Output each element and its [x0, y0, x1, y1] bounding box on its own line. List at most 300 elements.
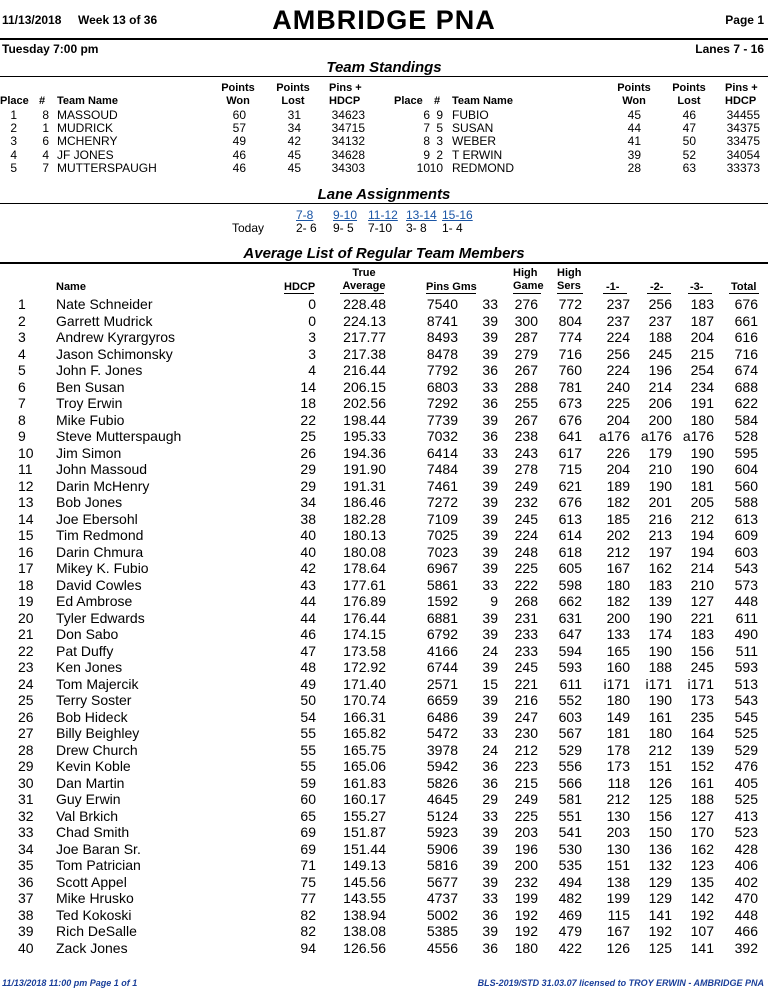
avg-hdcp: 29 — [300, 461, 316, 477]
average-row — [0, 692, 768, 709]
col-pins-right: Pins + HDCP — [725, 82, 758, 107]
avg-total: 392 — [734, 939, 758, 956]
avg-hdcp: 75 — [300, 873, 316, 890]
col-team-right: Team Name — [452, 95, 513, 107]
avg-true-average: 126.56 — [343, 939, 386, 956]
avg-game2: 132 — [648, 857, 672, 873]
average-row — [0, 742, 768, 759]
avg-game3: 188 — [690, 791, 714, 807]
avg-true-average: 145.56 — [343, 873, 386, 890]
avg-true-average: 195.33 — [343, 428, 386, 444]
avg-rank: 21 — [18, 626, 34, 642]
standing-team-number: 9 — [436, 108, 443, 122]
avg-true-average: 177.61 — [343, 576, 386, 593]
average-row — [0, 874, 768, 891]
col-place: Place — [0, 95, 29, 107]
avg-game3: 127 — [690, 593, 714, 609]
avg-high-game: 248 — [514, 543, 538, 560]
standing-place: 1 — [10, 108, 17, 122]
avg-games: 39 — [482, 312, 498, 329]
avg-high-series: 566 — [558, 774, 582, 791]
avg-high-game: 224 — [514, 527, 538, 543]
hdr-game2: -2- — [650, 281, 664, 293]
avg-game1: 189 — [606, 477, 630, 494]
avg-high-series: 469 — [558, 906, 582, 923]
avg-name: Bob Jones — [56, 494, 123, 510]
average-row — [0, 346, 768, 363]
avg-high-series: 715 — [558, 461, 582, 477]
avg-game1: 118 — [607, 774, 630, 791]
average-row — [0, 923, 768, 940]
standing-place: 5 — [10, 160, 17, 175]
standing-points-won: 46 — [232, 160, 246, 175]
standing-points-won: 39 — [627, 147, 641, 162]
avg-high-game: 200 — [514, 857, 538, 873]
avg-total: 604 — [734, 461, 758, 477]
avg-total: 428 — [734, 840, 758, 857]
avg-game2: 150 — [648, 824, 672, 840]
standing-team-number: 3 — [436, 134, 443, 149]
standing-place: 3 — [10, 134, 17, 149]
standing-points-won: 44 — [627, 121, 641, 136]
avg-rank: 15 — [18, 527, 34, 543]
avg-game3: i171 — [687, 675, 714, 692]
avg-high-game: 230 — [514, 725, 538, 741]
avg-rank: 4 — [18, 345, 26, 362]
avg-high-game: 212 — [514, 741, 538, 758]
avg-high-game: 199 — [514, 890, 538, 906]
avg-game1: a176 — [598, 428, 630, 444]
lanes-range: Lanes 7 - 16 — [695, 42, 764, 56]
standing-points-lost: 42 — [287, 134, 301, 149]
avg-game1: 226 — [606, 444, 630, 461]
standing-pins-hdcp: 34054 — [726, 147, 760, 162]
avg-high-game: 233 — [514, 626, 538, 642]
avg-total: 688 — [734, 378, 758, 395]
avg-name: Ken Jones — [56, 659, 123, 675]
avg-game2: 129 — [648, 873, 672, 890]
standing-team-name: JF JONES — [57, 147, 114, 162]
avg-games: 39 — [482, 824, 498, 840]
avg-game2: 190 — [648, 692, 672, 708]
avg-hdcp: 18 — [300, 395, 316, 411]
avg-true-average: 228.48 — [343, 296, 386, 312]
avg-hdcp: 59 — [300, 774, 316, 791]
avg-game1: 138 — [606, 873, 630, 890]
avg-true-average: 176.44 — [343, 609, 386, 626]
avg-hdcp: 71 — [300, 857, 316, 873]
avg-total: 595 — [734, 444, 758, 461]
avg-true-average: 191.90 — [343, 461, 386, 477]
avg-game2: 213 — [648, 527, 672, 543]
avg-game2: 210 — [648, 461, 672, 477]
avg-pins: 7272 — [426, 494, 458, 510]
avg-pins: 7540 — [426, 296, 458, 312]
avg-rank: 18 — [18, 576, 34, 593]
avg-true-average: 165.06 — [343, 758, 386, 774]
avg-name: Val Brkich — [56, 807, 118, 824]
standing-place: 7 — [423, 121, 430, 136]
avg-high-game: 245 — [514, 659, 538, 675]
lane-pair-link[interactable]: 11-12 — [368, 208, 398, 222]
avg-high-game: 249 — [514, 477, 538, 494]
avg-hdcp: 82 — [300, 923, 316, 939]
avg-hdcp: 69 — [300, 824, 316, 840]
avg-game1: 225 — [606, 395, 630, 411]
standing-points-won: 41 — [627, 134, 641, 149]
avg-games: 39 — [482, 609, 498, 626]
avg-game1: 151 — [606, 857, 630, 873]
average-row — [0, 412, 768, 429]
avg-games: 9 — [490, 593, 498, 609]
avg-rank: 11 — [18, 461, 33, 477]
avg-game2: 190 — [648, 477, 672, 494]
avg-hdcp: 94 — [300, 939, 316, 956]
average-row — [0, 461, 768, 478]
avg-high-game: 300 — [514, 312, 538, 329]
avg-games: 33 — [482, 725, 498, 741]
average-row — [0, 428, 768, 445]
avg-game3: 205 — [690, 494, 714, 510]
avg-high-series: 556 — [558, 758, 582, 774]
avg-game2: 192 — [648, 923, 672, 939]
avg-games: 39 — [482, 510, 498, 527]
standing-points-won: 60 — [232, 108, 246, 122]
average-row — [0, 329, 768, 346]
avg-game1: 165 — [606, 642, 630, 659]
avg-hdcp: 44 — [300, 593, 316, 609]
avg-high-game: 267 — [514, 362, 538, 378]
avg-rank: 1 — [18, 296, 26, 312]
avg-true-average: 151.87 — [343, 824, 386, 840]
avg-hdcp: 0 — [308, 296, 316, 312]
lanes-rule — [0, 203, 768, 204]
avg-total: 616 — [734, 329, 758, 345]
hdr-underline-high-game — [513, 293, 541, 294]
avg-high-series: 482 — [558, 890, 582, 906]
avg-game1: i171 — [603, 675, 630, 692]
avg-rank: 24 — [18, 675, 34, 692]
avg-total: 525 — [734, 725, 758, 741]
standing-team-number: 4 — [42, 147, 49, 162]
avg-total: 529 — [734, 741, 758, 758]
avg-name: Billy Beighley — [56, 725, 140, 741]
avg-true-average: 198.44 — [343, 411, 386, 428]
avg-high-game: 231 — [514, 609, 538, 626]
standing-team-number: 8 — [42, 108, 49, 122]
avg-games: 29 — [482, 791, 498, 807]
avg-game2: 190 — [648, 642, 672, 659]
avg-rank: 36 — [18, 873, 34, 890]
avg-high-game: 225 — [514, 807, 538, 824]
avg-high-game: 215 — [514, 774, 538, 791]
avg-name: Guy Erwin — [56, 791, 121, 807]
avg-pins: 6792 — [426, 626, 458, 642]
avg-pins: 8741 — [426, 312, 458, 329]
hdr-hdcp: HDCP — [284, 281, 316, 293]
avg-rank: 25 — [18, 692, 34, 708]
avg-pins: 7109 — [426, 510, 458, 527]
avg-name: Zack Jones — [56, 939, 128, 956]
standings-title: Team Standings — [326, 59, 442, 76]
avg-high-game: 249 — [514, 791, 538, 807]
avg-games: 33 — [482, 378, 498, 395]
avg-total: 405 — [734, 774, 758, 791]
standing-points-lost: 31 — [287, 108, 301, 122]
avg-high-game: 245 — [514, 510, 538, 527]
avg-game1: 212 — [606, 543, 630, 560]
avg-high-series: 552 — [558, 692, 582, 708]
average-row — [0, 379, 768, 396]
standing-pins-hdcp: 33373 — [726, 160, 760, 175]
footer-left: 11/13/2018 11:00 pm Page 1 of 1 — [2, 978, 138, 988]
avg-hdcp: 82 — [300, 906, 316, 923]
avg-total: 511 — [735, 642, 758, 659]
avg-game1: 160 — [606, 659, 630, 675]
avg-rank: 17 — [18, 560, 34, 576]
avg-true-average: 180.13 — [343, 527, 386, 543]
avg-pins: 5923 — [426, 824, 458, 840]
avg-game2: 174 — [648, 626, 672, 642]
avg-total: 490 — [734, 626, 758, 642]
avg-game1: 167 — [606, 560, 630, 576]
avg-game3: 161 — [690, 774, 714, 791]
avg-name: Steve Mutterspaugh — [56, 428, 182, 444]
avg-games: 39 — [482, 543, 498, 560]
avg-games: 39 — [482, 857, 498, 873]
avg-high-series: 598 — [558, 576, 582, 593]
avg-game2: 125 — [648, 791, 672, 807]
standing-team-name: FUBIO — [452, 108, 489, 122]
average-row — [0, 808, 768, 825]
avg-name: John F. Jones — [56, 362, 143, 378]
avg-high-series: 530 — [558, 840, 582, 857]
avg-game1: 200 — [606, 609, 630, 626]
avg-total: 528 — [734, 428, 758, 444]
avg-pins: 8493 — [426, 329, 458, 345]
avg-high-series: 529 — [558, 741, 582, 758]
avg-game2: 206 — [648, 395, 672, 411]
avg-pins: 4166 — [426, 642, 458, 659]
avg-games: 36 — [482, 395, 498, 411]
standing-pins-hdcp: 34623 — [331, 108, 365, 122]
avg-high-game: 247 — [514, 708, 538, 725]
average-row — [0, 577, 768, 594]
avg-pins: 5906 — [426, 840, 458, 857]
avg-true-average: 143.55 — [343, 890, 386, 906]
standing-pins-hdcp: 33475 — [726, 134, 760, 149]
avg-game2: 156 — [648, 807, 672, 824]
avg-game2: 212 — [648, 741, 672, 758]
avg-game3: 212 — [690, 510, 714, 527]
avg-rank: 8 — [18, 411, 26, 428]
standing-points-lost: 47 — [682, 121, 696, 136]
avg-rank: 32 — [18, 807, 34, 824]
avg-game3: 190 — [690, 461, 714, 477]
footer-right: BLS-2019/STD 31.03.07 licensed to TROY ERWIN - AMBRIDGE PNA — [477, 978, 764, 988]
avg-game2: 180 — [648, 725, 672, 741]
avg-rank: 9 — [18, 428, 26, 444]
avg-hdcp: 14 — [300, 378, 316, 395]
avg-hdcp: 4 — [308, 362, 316, 378]
avg-total: 611 — [735, 609, 758, 626]
avg-true-average: 202.56 — [343, 395, 386, 411]
avg-name: Drew Church — [56, 741, 138, 758]
avg-true-average: 170.74 — [343, 692, 386, 708]
avg-game1: 204 — [606, 411, 630, 428]
avg-pins: 4556 — [426, 939, 458, 956]
avg-total: 584 — [734, 411, 758, 428]
avg-name: Darin McHenry — [56, 477, 150, 494]
avg-true-average: 171.40 — [343, 675, 386, 692]
avg-rank: 34 — [18, 840, 34, 857]
standing-team-number: 2 — [436, 147, 443, 162]
avg-hdcp: 25 — [300, 428, 316, 444]
avg-total: 603 — [734, 543, 758, 560]
avg-pins: 3978 — [426, 741, 458, 758]
standing-team-name: SUSAN — [452, 121, 494, 136]
avg-rank: 33 — [18, 824, 34, 840]
standing-place: 4 — [10, 147, 17, 162]
avg-name: Don Sabo — [56, 626, 119, 642]
average-row — [0, 494, 768, 511]
lane-today-match: 2- 6 — [296, 221, 317, 235]
avg-rank: 10 — [18, 444, 34, 461]
avg-game3: 187 — [690, 312, 714, 329]
avg-games: 39 — [482, 873, 498, 890]
avg-high-series: 804 — [558, 312, 582, 329]
avg-game3: 191 — [690, 395, 714, 411]
avg-hdcp: 77 — [300, 890, 316, 906]
avg-rank: 29 — [18, 758, 34, 774]
avg-hdcp: 55 — [300, 758, 316, 774]
avg-high-game: 216 — [514, 692, 538, 708]
avg-name: Terry Soster — [56, 692, 132, 708]
avg-true-average: 178.64 — [343, 560, 386, 576]
standing-team-name: MCHENRY — [57, 134, 118, 149]
avg-high-series: 716 — [558, 345, 582, 362]
avg-pins: 7739 — [426, 411, 458, 428]
avg-game3: 170 — [690, 824, 714, 840]
avg-rank: 40 — [18, 939, 34, 956]
average-row — [0, 758, 768, 775]
avg-true-average: 174.15 — [343, 626, 386, 642]
avg-true-average: 206.15 — [343, 378, 386, 395]
avg-games: 36 — [482, 774, 498, 791]
avg-game2: 196 — [648, 362, 672, 378]
avg-game1: 180 — [606, 576, 630, 593]
avg-true-average: 138.94 — [343, 906, 386, 923]
avg-games: 24 — [482, 642, 498, 659]
avg-pins: 5002 — [426, 906, 458, 923]
average-row — [0, 907, 768, 924]
avg-hdcp: 43 — [300, 576, 316, 593]
avg-games: 36 — [482, 906, 498, 923]
avg-game3: 214 — [690, 560, 714, 576]
average-row — [0, 395, 768, 412]
avg-game1: 224 — [606, 362, 630, 378]
avg-high-game: 192 — [514, 923, 538, 939]
avg-name: Dan Martin — [56, 774, 125, 791]
avg-hdcp: 60 — [300, 791, 316, 807]
average-row — [0, 725, 768, 742]
avg-pins: 6803 — [426, 378, 458, 395]
avg-hdcp: 54 — [300, 708, 316, 725]
avg-high-series: 617 — [558, 444, 582, 461]
avg-game3: 135 — [690, 873, 714, 890]
lane-pair-link[interactable]: 7-8 — [296, 208, 314, 222]
avg-total: 560 — [734, 477, 758, 494]
avg-true-average: 182.28 — [343, 510, 386, 527]
avg-total: 402 — [734, 873, 758, 890]
average-row — [0, 940, 768, 957]
avg-game3: 180 — [690, 411, 714, 428]
average-row — [0, 478, 768, 495]
standing-points-lost: 34 — [287, 121, 301, 136]
avg-games: 39 — [482, 708, 498, 725]
standing-points-lost: 46 — [682, 108, 696, 122]
hdr-underline-hdcp — [284, 293, 314, 294]
avg-game1: 212 — [606, 791, 630, 807]
avg-high-series: 541 — [558, 824, 582, 840]
standing-team-number: 6 — [42, 134, 49, 149]
avg-game3: 156 — [690, 642, 714, 659]
avg-high-series: 631 — [558, 609, 582, 626]
avg-true-average: 217.38 — [343, 345, 386, 362]
lane-pair-link[interactable]: 15-16 — [442, 208, 473, 222]
average-row — [0, 659, 768, 676]
avg-true-average: 165.82 — [343, 725, 386, 741]
average-row — [0, 296, 768, 313]
avg-name: Garrett Mudrick — [56, 312, 153, 329]
avg-game2: 237 — [648, 312, 672, 329]
lane-pair-link[interactable]: 13-14 — [406, 208, 437, 222]
avg-hdcp: 0 — [308, 312, 316, 329]
averages-title: Average List of Regular Team Members — [243, 245, 525, 262]
avg-game2: 179 — [648, 444, 672, 461]
avg-pins: 4645 — [426, 791, 458, 807]
avg-total: 448 — [734, 593, 758, 609]
standing-pins-hdcp: 34132 — [331, 134, 365, 149]
col-won-right: Points Won — [617, 82, 651, 107]
avg-game3: 141 — [690, 939, 714, 956]
avg-total: 676 — [734, 296, 758, 312]
avg-true-average: 180.08 — [343, 543, 386, 560]
lane-pair-link[interactable]: 9-10 — [333, 208, 358, 222]
avg-game1: 203 — [606, 824, 630, 840]
avg-high-series: 621 — [558, 477, 582, 494]
avg-game1: 182 — [606, 593, 630, 609]
avg-hdcp: 3 — [308, 329, 316, 345]
standing-place: 9 — [423, 147, 430, 162]
hdr-pins-gms: Pins Gms — [426, 281, 477, 293]
avg-hdcp: 40 — [300, 543, 316, 560]
standing-points-lost: 52 — [682, 147, 696, 162]
average-row — [0, 709, 768, 726]
standing-points-won: 57 — [232, 121, 246, 136]
avg-game3: 194 — [690, 543, 714, 560]
avg-high-series: 494 — [558, 873, 582, 890]
avg-name: Tyler Edwards — [56, 609, 145, 626]
avg-game2: 190 — [648, 609, 672, 626]
avg-games: 15 — [482, 675, 498, 692]
standing-place: 10 — [416, 160, 430, 175]
avg-game2: 129 — [648, 890, 672, 906]
avg-high-game: 243 — [514, 444, 538, 461]
avg-games: 36 — [482, 758, 498, 774]
avg-pins: 4737 — [426, 890, 458, 906]
avg-hdcp: 47 — [300, 642, 316, 659]
